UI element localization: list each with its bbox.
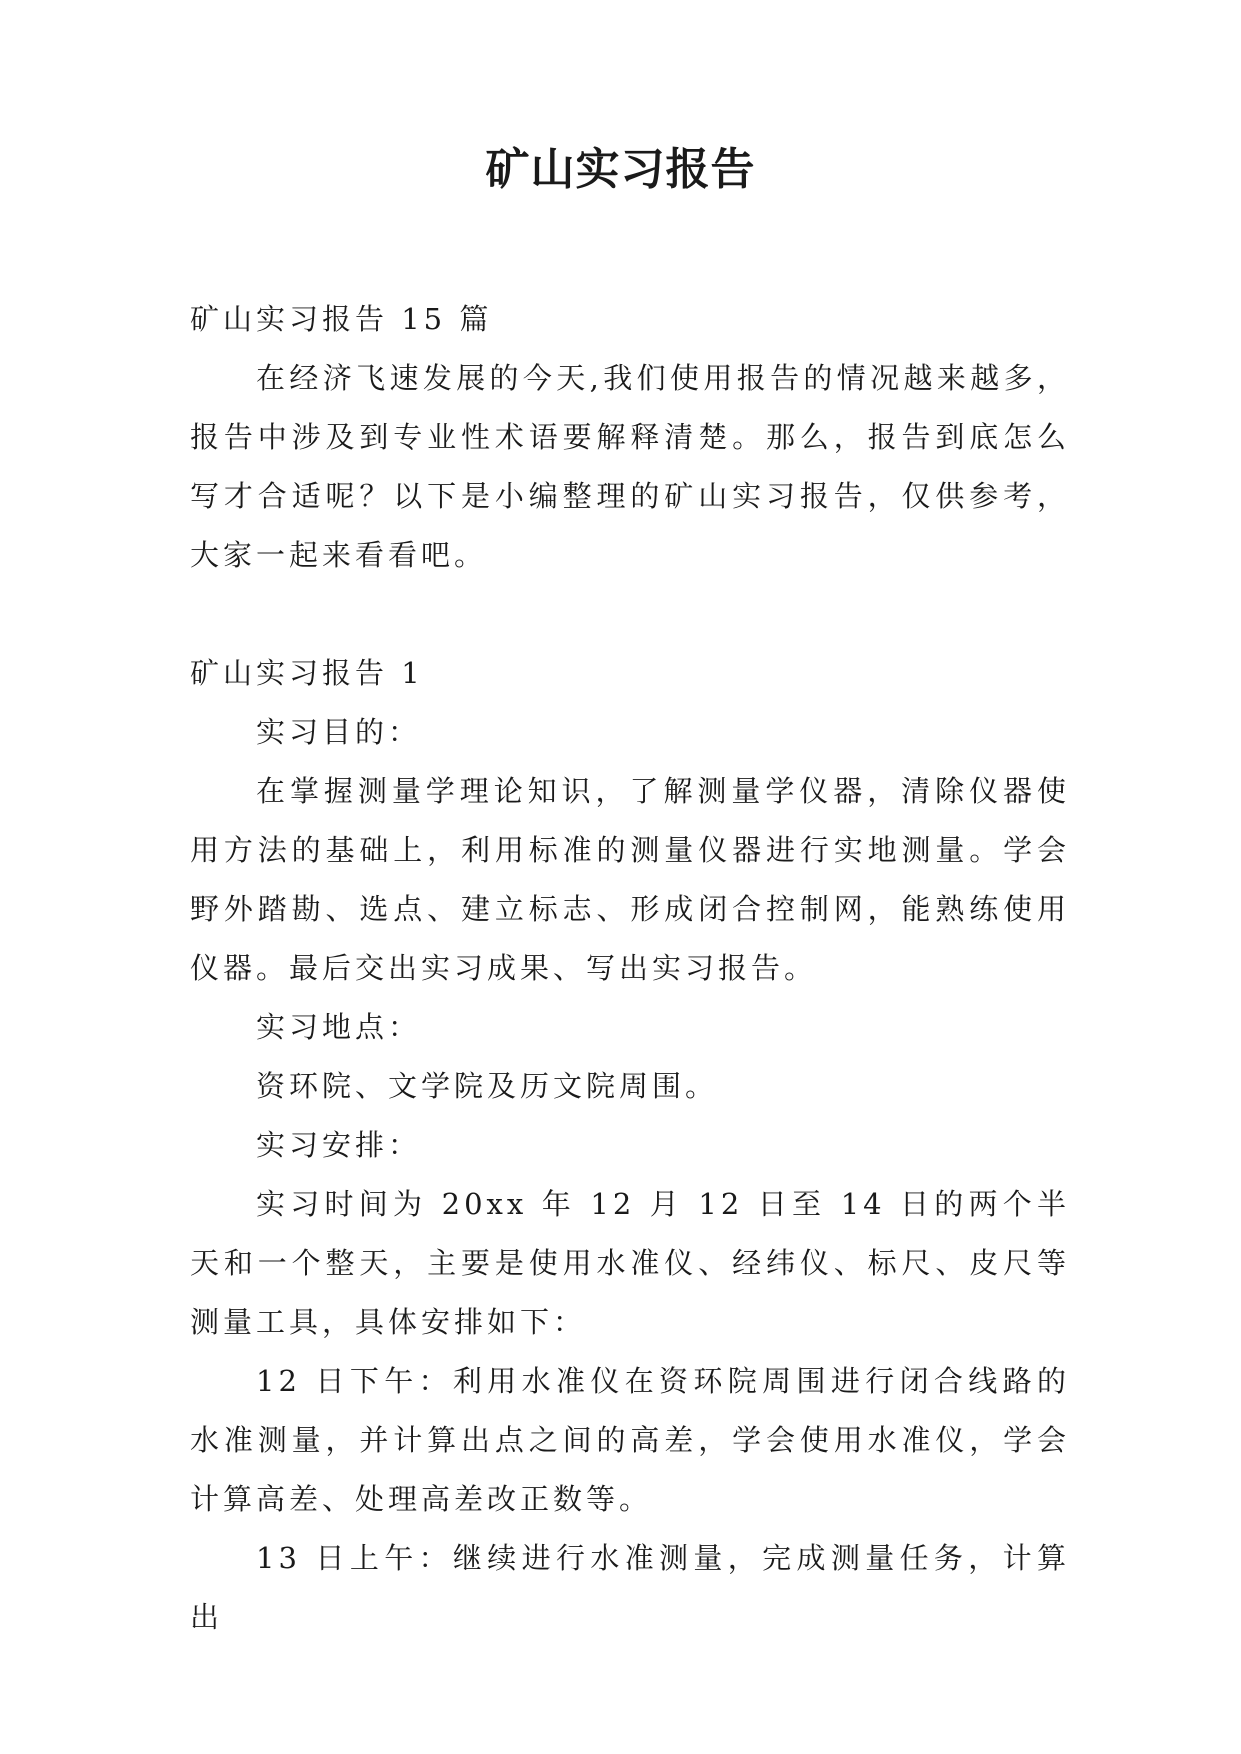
purpose-paragraph: 在掌握测量学理论知识，了解测量学仪器，清除仪器使用方法的基础上，利用标准的测量仪器进行实地测量。学会野外踏勘、选点、建立标志、形成闭合控制网，能熟练使用仪器。最后交出实习成果、写出实习报告。 (190, 774, 1070, 985)
day13-paragraph: 13 日上午：继续进行水准测量，完成测量任务，计算出 (190, 1541, 1070, 1634)
paragraph-gap (190, 585, 1070, 644)
document-title: 矿山实习报告 (485, 144, 756, 195)
document-subtitle: 矿山实习报告 15 篇 (190, 302, 493, 336)
location-paragraph: 资环院、文学院及历文院周围。 (256, 1069, 719, 1103)
document-body (190, 290, 1070, 1647)
day12-paragraph: 12 日下午：利用水准仪在资环院周围进行闭合线路的水准测量，并计算出点之间的高差，学会使用水准仪，学会计算高差、处理高差改正数等。 (190, 1364, 1070, 1516)
purpose-label: 实习目的： (256, 715, 422, 749)
location-label: 实习地点： (256, 1010, 422, 1044)
arrangement-paragraph: 实习时间为 20xx 年 12 月 12 日至 14 日的两个半天和一个整天，主要是使用水准仪、经纬仪、标尺、皮尺等测量工具，具体安排如下： (190, 1187, 1070, 1339)
section-heading: 矿山实习报告 1 (190, 656, 424, 690)
intro-paragraph: 在经济飞速发展的今天,我们使用报告的情况越来越多，报告中涉及到专业性术语要解释清楚。那么，报告到底怎么写才合适呢？以下是小编整理的矿山实习报告，仅供参考，大家一起来看看吧。 (190, 361, 1070, 572)
arrangement-label: 实习安排： (256, 1128, 422, 1162)
